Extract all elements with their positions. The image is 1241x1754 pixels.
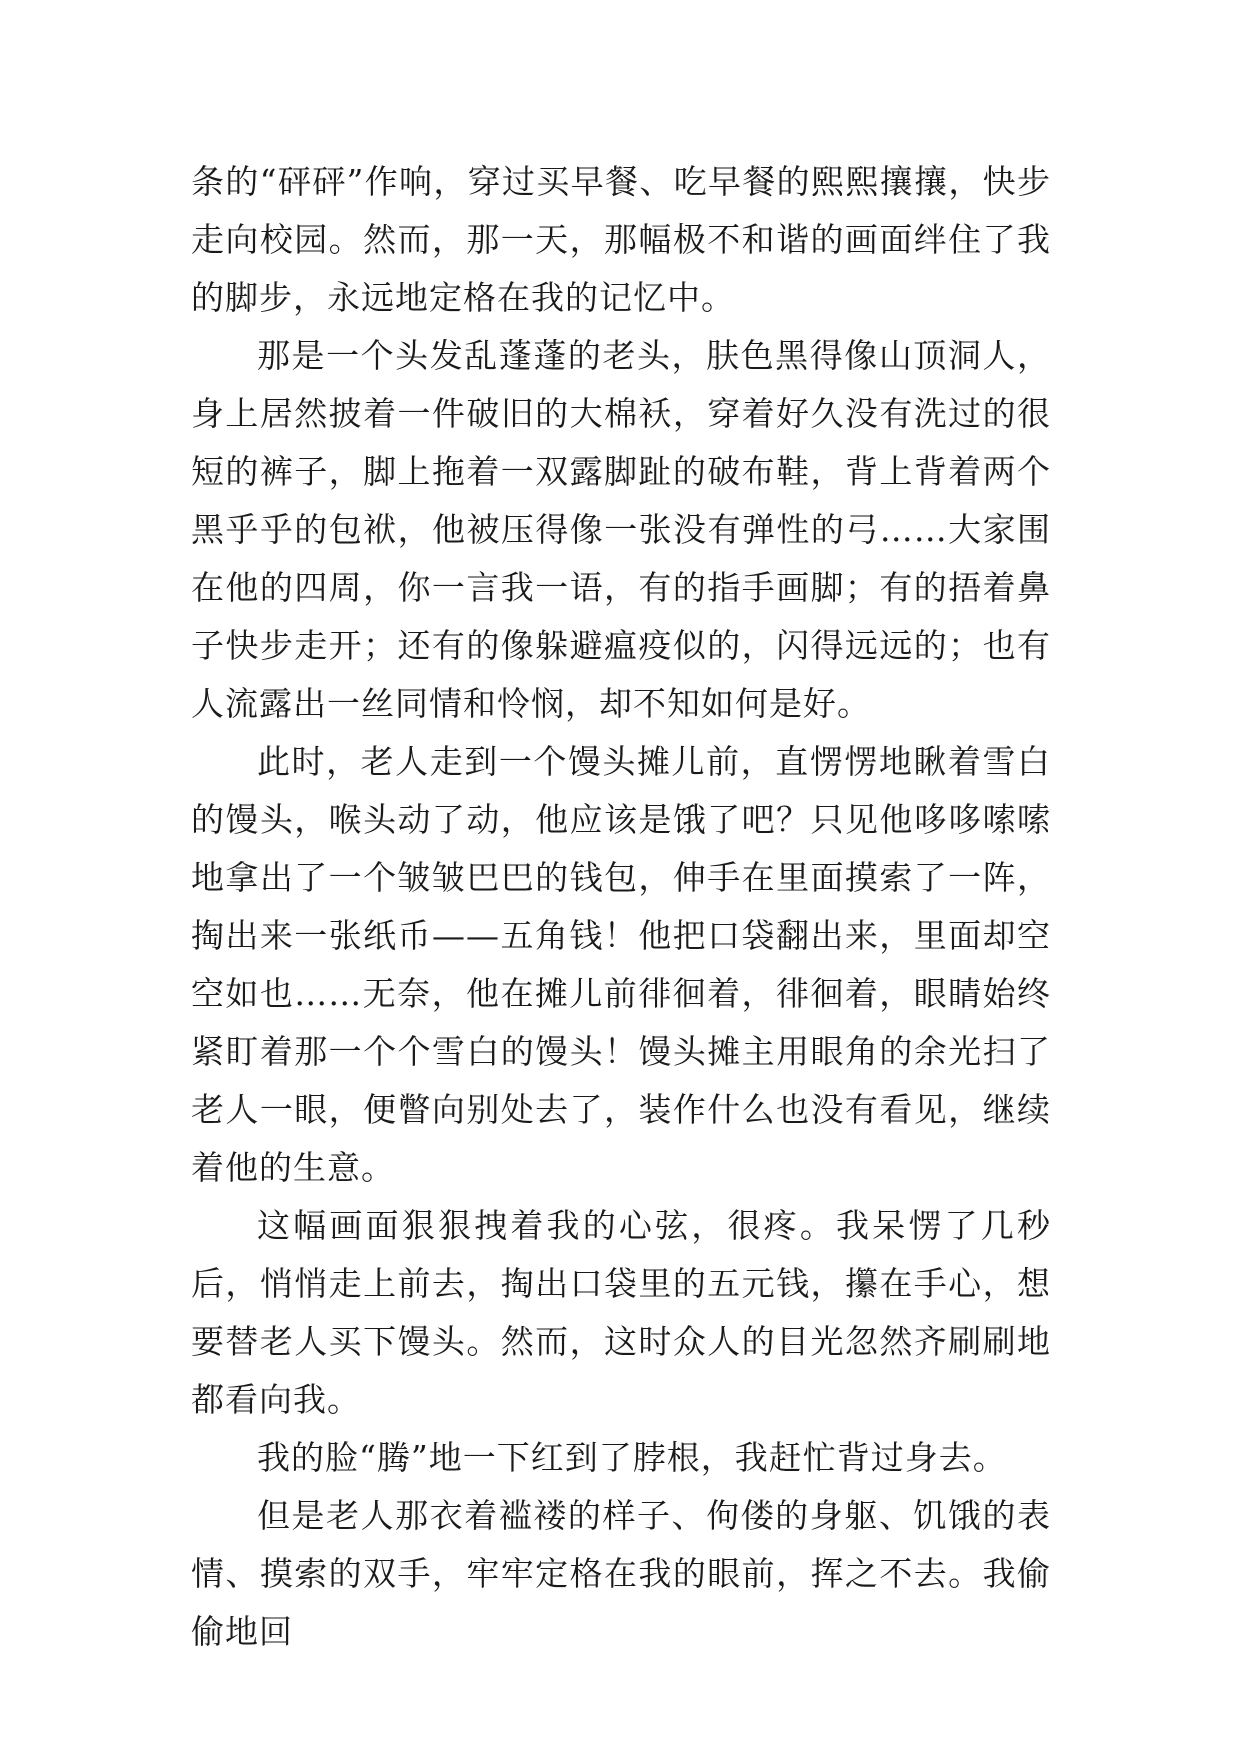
- paragraph: 那是一个头发乱蓬蓬的老头，肤色黑得像山顶洞人，身上居然披着一件破旧的大棉袄，穿着好久没有洗过的很短的裤子，脚上拖着一双露脚趾的破布鞋，背上背着两个黑乎乎的包袱，他被压得像一张没有弹性的弓……大家围在他的四周，你一言我一语，有的指手画脚；有的捂着鼻子快步走开；还有的像躲避瘟疫似的，闪得远远的；也有人流露出一丝同情和怜悯，却不知如何是好。: [191, 336, 1051, 723]
- paragraph: 我的脸“腾”地一下红到了脖根，我赶忙背过身去。: [257, 1438, 1007, 1477]
- body-text: [191, 153, 1051, 1661]
- paragraph: 条的“砰砰”作响，穿过买早餐、吃早餐的熙熙攘攘，快步走向校园。然而，那一天，那幅极不和谐的画面绊住了我的脚步，永远地定格在我的记忆中。: [191, 162, 1051, 317]
- paragraph: 但是老人那衣着褴褛的样子、佝偻的身躯、饥饿的表情、摸索的双手，牢牢定格在我的眼前，挥之不去。我偷偷地回: [191, 1496, 1051, 1651]
- paragraph: 此时，老人走到一个馒头摊儿前，直愣愣地瞅着雪白的馒头，喉头动了动，他应该是饿了吧？只见他哆哆嗦嗦地拿出了一个皱皱巴巴的钱包，伸手在里面摸索了一阵，掏出来一张纸币——五角钱！他把口袋翻出来，里面却空空如也……无奈，他在摊儿前徘徊着，徘徊着，眼睛始终紧盯着那一个个雪白的馒头！馒头摊主用眼角的余光扫了老人一眼，便瞥向别处去了，装作什么也没有看见，继续着他的生意。: [191, 742, 1051, 1187]
- paragraph: 这幅画面狠狠拽着我的心弦，很疼。我呆愣了几秒后，悄悄走上前去，掏出口袋里的五元钱，攥在手心，想要替老人买下馒头。然而，这时众人的目光忽然齐刷刷地都看向我。: [191, 1206, 1051, 1419]
